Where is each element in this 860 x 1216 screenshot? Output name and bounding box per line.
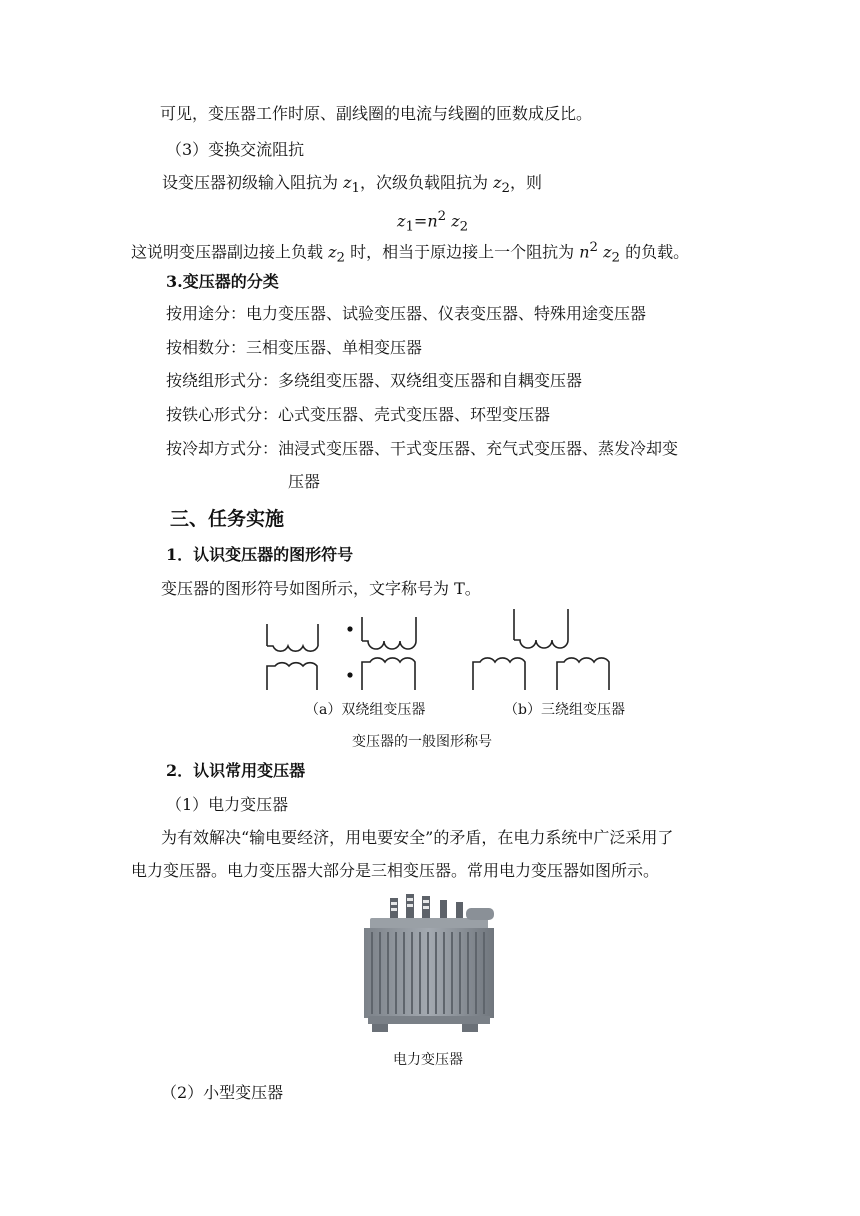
task1-text: 变压器的图形符号如图所示，文字称号为 T。 xyxy=(161,579,481,598)
figure-caption-power-transformer: 电力变压器 xyxy=(393,1052,463,1068)
classification-item: 按冷却方式分：油浸式变压器、干式变压器、充气式变压器、蒸发冷却变 xyxy=(166,439,679,458)
item3-title: （3）变换交流阻抗 xyxy=(166,140,305,159)
classification-item: 按相数分：三相变压器、单相变压器 xyxy=(166,338,423,357)
part-heading: 三、任务实施 xyxy=(170,508,285,530)
sub1-title: （1）电力变压器 xyxy=(166,795,289,814)
task1-heading: 1．认识变压器的图形符号 xyxy=(166,545,354,564)
two-winding-symbol-dotted xyxy=(362,617,416,690)
classification-continuation: 压器 xyxy=(288,472,321,491)
impedance-intro: 设变压器初级输入阻抗为 $z_1$，次级负载阻抗为 $z_2$，则 xyxy=(162,173,543,197)
classification-item: 按铁心形式分：心式变压器、壳式变压器、环型变压器 xyxy=(166,405,551,424)
impedance-formula: $z_1=n^2$ $z_2$ xyxy=(397,209,469,235)
classification-item: 按用途分：电力变压器、试验变压器、仪表变压器、特殊用途变压器 xyxy=(166,304,647,323)
polarity-dot xyxy=(347,626,352,631)
caption-two-winding: （a）双绕组变压器 xyxy=(305,702,426,718)
power-transformer-paragraph-line2: 电力变压器。电力变压器大部分是三相变压器。常用电力变压器如图所示。 xyxy=(131,861,660,880)
three-winding-symbol xyxy=(473,609,609,690)
classification-item: 按绕组形式分：多绕组变压器、双绕组变压器和自耦变压器 xyxy=(166,371,583,390)
paragraph-current-ratio: 可见，变压器工作时原、副线圈的电流与线圈的匝数成反比。 xyxy=(160,104,593,123)
two-winding-symbol-left xyxy=(267,624,318,690)
power-transformer-image xyxy=(358,892,498,1037)
impedance-explanation: 这说明变压器副边接上负载 $z_2$ 时，相当于原边接上一个阻抗为 $n^2$ $z_2$ 的负载。 xyxy=(131,240,690,266)
task2-heading: 2．认识常用变压器 xyxy=(166,761,306,780)
power-transformer-paragraph-line1: 为有效解决“输电要经济，用电要安全”的矛盾，在电力系统中广泛采用了 xyxy=(161,828,674,847)
figure-caption-symbols: 变压器的一般图形称号 xyxy=(352,734,492,750)
sub2-title: （2）小型变压器 xyxy=(161,1083,284,1102)
caption-three-winding: （b）三绕组变压器 xyxy=(504,702,625,718)
section3-heading: 3.变压器的分类 xyxy=(166,272,279,291)
polarity-dot xyxy=(347,672,352,677)
